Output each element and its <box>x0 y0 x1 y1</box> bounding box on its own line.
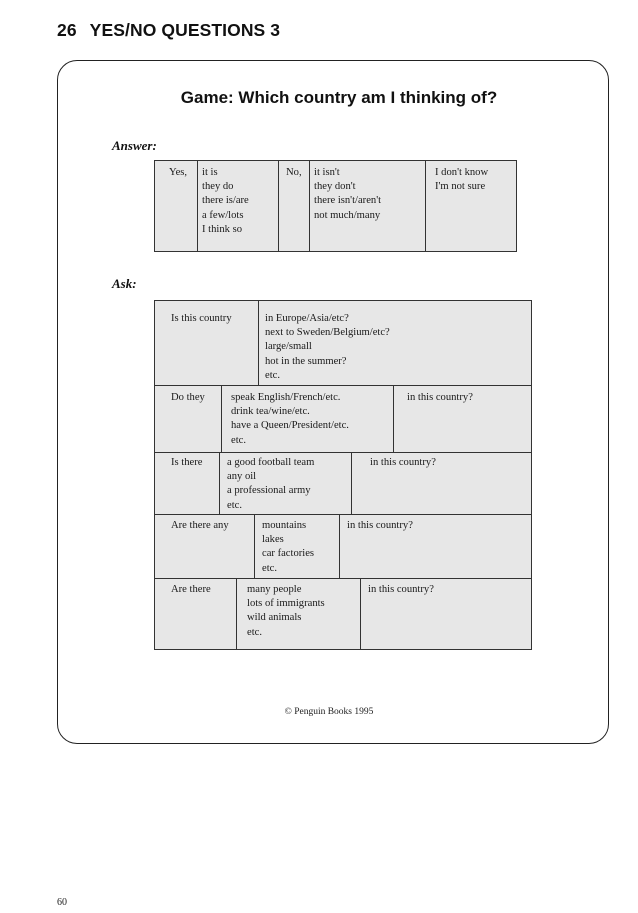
yes-option: a few/lots <box>202 209 244 221</box>
question-option: mountains <box>262 520 307 531</box>
answer-divider <box>309 161 310 251</box>
question-option: lakes <box>262 534 284 546</box>
unsure-options <box>435 166 488 194</box>
question-option: etc. <box>262 562 277 574</box>
no-option: they don't <box>314 181 356 193</box>
yes-option: I think so <box>202 223 243 235</box>
yes-label: Yes, <box>169 167 188 178</box>
question-option: in Europe/Asia/etc? <box>265 313 349 324</box>
question-stem: Do they <box>171 392 205 403</box>
answer-divider <box>197 161 198 251</box>
question-option: etc. <box>265 369 280 381</box>
ask-label: Ask: <box>112 276 137 291</box>
question-option: etc. <box>227 499 242 511</box>
game-title: Game: Which country am I thinking of? <box>180 88 498 107</box>
question-options <box>262 519 314 576</box>
row-separator <box>155 385 531 386</box>
yes-option: they do <box>202 181 234 193</box>
ask-table <box>154 300 532 650</box>
row-divider <box>339 514 340 578</box>
yes-option: it is <box>202 167 218 178</box>
row-separator <box>155 514 531 515</box>
question-option: many people <box>247 584 302 595</box>
question-stem: Is this country <box>171 313 232 324</box>
question-option: speak English/French/etc. <box>231 392 341 403</box>
no-option: not much/many <box>314 209 381 221</box>
question-stem: Are there any <box>171 520 229 531</box>
yes-options <box>202 166 249 237</box>
question-option: drink tea/wine/etc. <box>231 406 310 418</box>
row-divider <box>254 514 255 578</box>
question-option: large/small <box>265 341 312 353</box>
question-tail: in this country? <box>370 457 436 468</box>
question-option: have a Queen/President/etc. <box>231 420 349 432</box>
row-divider <box>393 385 394 452</box>
question-option: etc. <box>247 626 262 638</box>
row-separator <box>155 452 531 453</box>
question-option: a good football team <box>227 457 315 468</box>
question-option: etc. <box>231 434 246 446</box>
row-divider <box>351 452 352 514</box>
no-option: there isn't/aren't <box>314 195 382 207</box>
question-options <box>231 391 349 448</box>
question-option: hot in the summer? <box>265 355 347 367</box>
question-options <box>247 583 325 640</box>
question-option: car factories <box>262 548 315 560</box>
row-divider <box>219 452 220 514</box>
question-option: any oil <box>227 471 257 483</box>
row-divider <box>236 578 237 649</box>
question-option: a professional army <box>227 485 311 497</box>
question-stem: Is there <box>171 457 203 468</box>
row-divider <box>258 301 259 385</box>
question-options <box>265 312 390 383</box>
answer-divider <box>278 161 279 251</box>
question-options <box>227 456 314 513</box>
row-separator <box>155 578 531 579</box>
no-label: No, <box>286 167 302 178</box>
question-tail: in this country? <box>407 392 473 403</box>
yes-option: there is/are <box>202 195 249 207</box>
page-number: 60 <box>57 897 67 908</box>
unit-title: YES/NO QUESTIONS 3 <box>89 20 281 40</box>
unsure-option: I'm not sure <box>435 181 486 193</box>
copyright-footer: © Penguin Books 1995 <box>284 707 374 717</box>
answer-divider <box>425 161 426 251</box>
row-divider <box>360 578 361 649</box>
unsure-option: I don't know <box>435 167 489 178</box>
page-header <box>57 20 280 41</box>
unit-number: 26 <box>57 20 77 40</box>
answer-table <box>154 160 517 252</box>
question-option: lots of immigrants <box>247 598 325 610</box>
question-option: wild animals <box>247 612 302 624</box>
question-stem: Are there <box>171 584 211 595</box>
question-tail: in this country? <box>347 520 413 531</box>
no-option: it isn't <box>314 167 340 178</box>
no-options <box>314 166 381 223</box>
question-option: next to Sweden/Belgium/etc? <box>265 327 390 339</box>
row-divider <box>221 385 222 452</box>
answer-label: Answer: <box>112 138 157 153</box>
question-tail: in this country? <box>368 584 434 595</box>
